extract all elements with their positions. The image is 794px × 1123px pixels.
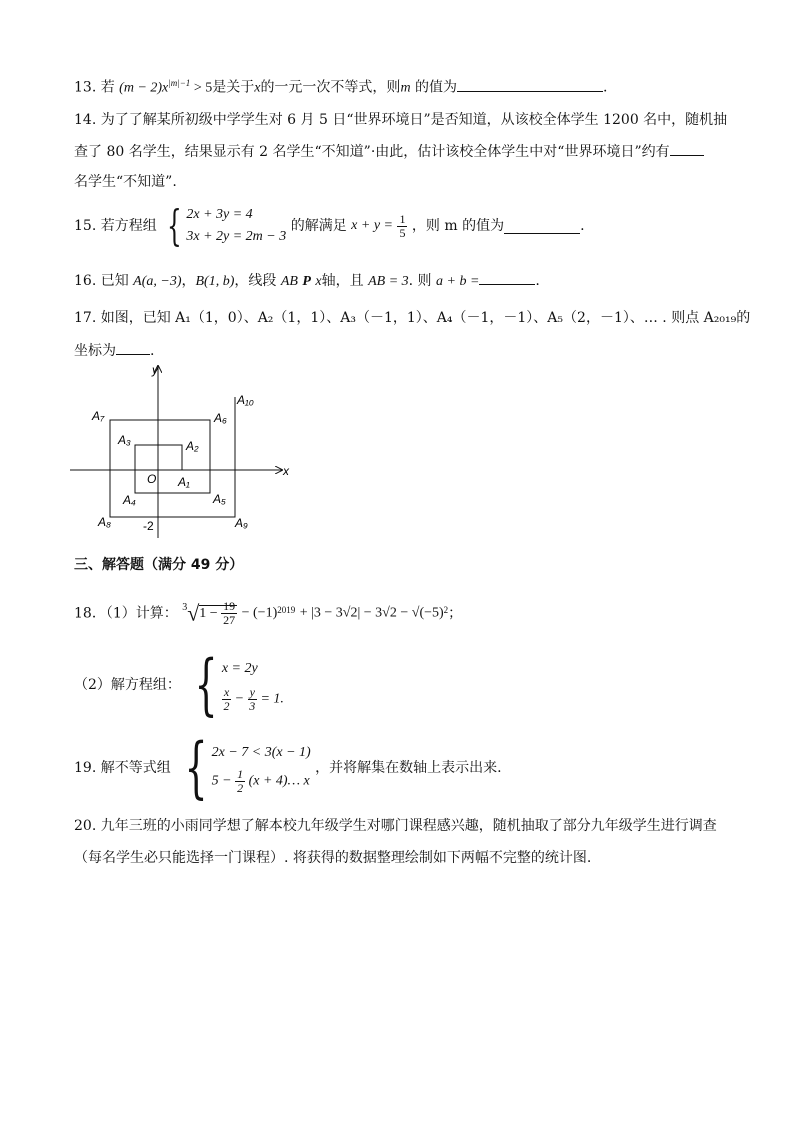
spiral-figure: [70, 360, 300, 540]
x-label: x: [283, 464, 289, 478]
q13-expr: (m − 2)x: [119, 80, 169, 96]
q15-eq1: 2x + 3y = 4: [186, 207, 253, 222]
q16-cond: AB = 3: [368, 274, 409, 289]
q16-point-a: A(a, −3): [133, 274, 182, 289]
label-a5: A₅: [213, 492, 226, 506]
q17-text: 坐标为: [74, 343, 116, 359]
neg2-label: -2: [143, 519, 154, 533]
q14-text: 查了 80 名学生，结果显示有 2 名学生“不知道”·由此，估计该校全体学生中对“世界环境日”约有: [74, 144, 670, 160]
q19-fraction: [235, 768, 245, 795]
q15-system: [186, 204, 286, 248]
label-a4: A₄: [123, 493, 136, 507]
q18-eq2-d: 3: [249, 698, 256, 713]
q15-fnum: 1: [399, 211, 406, 226]
q18-eq2: $\frac{x}{2}$ − $\frac{y}{3}$ = 1.: [223, 684, 284, 713]
q13-answer-blank[interactable]: [457, 77, 603, 92]
label-a8: A₈: [98, 515, 112, 529]
q18-brace: {: [194, 646, 218, 723]
q15-text: 的解满足: [290, 218, 347, 234]
q19-ineq2-a: 5 −: [211, 773, 232, 788]
question-14-line3: 名学生“不知道”.: [74, 174, 177, 190]
q13-text2: 的一元一次不等式，则: [260, 79, 401, 96]
question-13: [74, 73, 607, 99]
q18-fnum: 19: [223, 599, 236, 613]
label-a1: A₁: [178, 475, 190, 489]
q16-segment: AB: [280, 274, 298, 289]
q15-prefix: 15. 若方程组: [74, 218, 157, 234]
q19-system: [212, 742, 311, 795]
question-17-line2: [74, 340, 154, 361]
q19-fden: 2: [237, 780, 244, 795]
cube-root-index: 3: [182, 601, 188, 613]
q15-answer-blank[interactable]: [504, 219, 580, 234]
label-a6: A₆: [214, 411, 227, 425]
label-a10: A₁₀: [237, 393, 254, 407]
label-a7: A₇: [92, 409, 105, 423]
q18-power: 2019: [277, 605, 296, 615]
q16-end: .: [535, 273, 540, 289]
question-14-line2: [74, 141, 704, 162]
q19-ineq2-b: (x + 4)… x: [248, 773, 310, 788]
q18-part2-label: （2）解方程组：: [74, 677, 181, 693]
q15-fraction: [397, 213, 407, 240]
q18-expr-b: − (−1): [241, 605, 278, 621]
question-15: [74, 201, 585, 250]
q17-answer-blank[interactable]: [116, 340, 150, 355]
question-18-part2: [74, 646, 284, 723]
q14-answer-blank[interactable]: [670, 141, 704, 156]
q13-var: x: [254, 80, 261, 96]
origin-label: O: [147, 472, 157, 486]
label-a3: A₃: [118, 433, 131, 447]
question-20-line2: （每名学生必只能选择一门课程）. 将获得的数据整理绘制如下两幅不完整的统计图.: [74, 850, 592, 866]
q19-ineq1: 2x − 7 < 3(x − 1): [211, 744, 311, 760]
question-17-line1: 17. 如图，已知 A₁（1，0）、A₂（1，1）、A₃（－1，1）、A₄（－1，－1）、A₅（2，－1）、… . 则点 A₂₀₁₉的: [74, 310, 751, 326]
q16-answer-blank[interactable]: [479, 270, 535, 285]
q15-brace: {: [167, 201, 182, 250]
question-16: 16. 已知 A(a, −3)，B(1, b)，线段 AB P x轴，且 AB = 3. 则 a + b = .: [74, 270, 540, 292]
q19-ineq2: [212, 768, 311, 795]
q18-eq1: x = 2y: [221, 660, 258, 676]
q18-prefix: 18．（1）计算：: [74, 605, 178, 622]
q18-fden: 27: [223, 613, 236, 627]
y-label: y: [152, 363, 158, 377]
q18-eq2-frac1: [222, 686, 231, 713]
q16-point-b: B(1, b): [195, 274, 235, 289]
q18-system: [222, 658, 284, 713]
q15-lhs: x + y =: [351, 218, 393, 233]
q18-eq2-tail: = 1: [260, 691, 281, 706]
q16-parallel: P: [302, 274, 311, 289]
q19-prefix: 19. 解不等式组: [74, 760, 171, 776]
q13-exponent: |m|−1: [168, 78, 191, 88]
q16-x: x: [315, 274, 322, 289]
q16-prefix: 16. 已知: [74, 273, 129, 289]
q18-eq2-frac2: [248, 686, 257, 713]
q15-tail: ，则 m 的值为: [411, 218, 505, 234]
q16-ask: a + b =: [436, 274, 480, 289]
q13-m: m: [400, 80, 411, 96]
radical-sign: √: [187, 600, 200, 626]
q13-end: .: [603, 79, 608, 96]
question-18-part1: [74, 600, 462, 627]
q18-dot: .: [280, 691, 284, 706]
q18-square: 2: [443, 605, 449, 615]
q18-radicand: [199, 599, 237, 627]
q19-fnum: 1: [237, 766, 244, 781]
q18-fraction: [221, 600, 237, 627]
q15-end: .: [580, 218, 585, 234]
q15-eq2: 3x + 2y = 2m − 3: [186, 229, 287, 244]
q16-text3: . 则: [408, 273, 432, 289]
label-a9: A₉: [235, 516, 248, 530]
q13-gt: > 5: [190, 80, 213, 96]
q16-text2: 轴，且: [321, 273, 364, 289]
q19-tail: ，并将解集在数轴上表示出来.: [315, 760, 502, 776]
q17-end: .: [150, 343, 155, 359]
q18-expr-c: + |3 − 3√2| − 3√2 − √(−5): [299, 605, 444, 621]
question-20-line1: 20. 九年三班的小雨同学想了解本校九年级学生对哪门课程感兴趣，随机抽取了部分九年级学生进行调查: [74, 818, 717, 834]
question-19: [74, 729, 502, 806]
q18-semicolon: ；: [448, 605, 463, 622]
q19-brace: {: [184, 729, 208, 806]
q13-text: 是关于: [212, 79, 255, 96]
q18-eq2-b: 2: [223, 698, 230, 713]
section-3-heading: 三、解答题（满分 49 分）: [74, 557, 244, 573]
label-a2: A₂: [186, 439, 199, 453]
q13-prefix: 13. 若: [74, 79, 115, 96]
q18-expr-a: 1 −: [199, 605, 218, 621]
q18-eq2-a: x: [223, 684, 230, 699]
q18-eq2-c: y: [249, 684, 255, 699]
q15-fden: 5: [399, 225, 406, 240]
q13-tail: 的值为: [410, 79, 458, 96]
q16-text: ，线段: [234, 273, 277, 289]
question-14-line1: 14. 为了了解某所初级中学学生对 6 月 5 日“世界环境日”是否知道，从该校全体学生 1200 名中，随机抽: [74, 112, 728, 128]
